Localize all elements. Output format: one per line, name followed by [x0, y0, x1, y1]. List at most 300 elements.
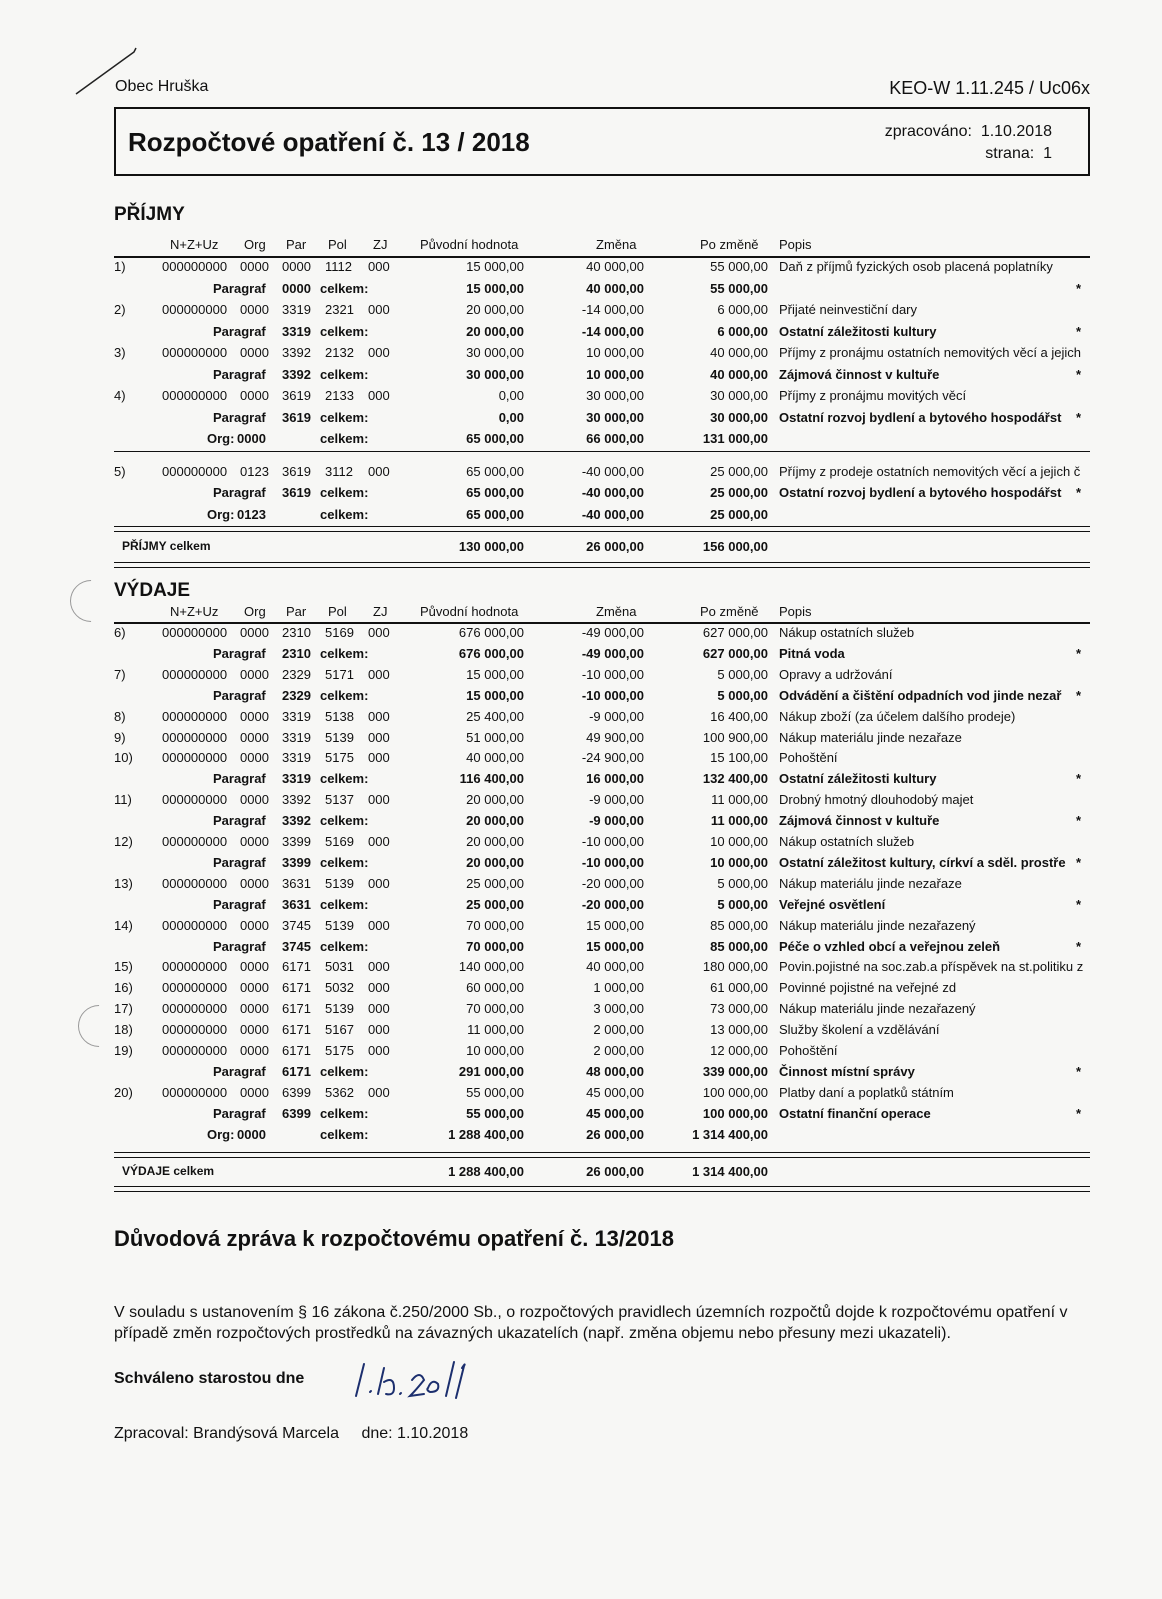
cell-description: Povin.pojistné na soc.zab.a příspěvek na st.politiku z	[779, 959, 1084, 975]
cell-description: Ostatní rozvoj bydlení a bytového hospodářst	[779, 409, 1062, 425]
subtotal-code: 6171	[282, 1063, 311, 1079]
cell-original-value: 1 288 400,00	[448, 1126, 524, 1142]
cell-original-value: 20 000,00	[466, 792, 524, 808]
cell-change: 15 000,00	[586, 917, 644, 933]
cell-org: 0123	[240, 463, 269, 479]
justification-heading: Důvodová zpráva k rozpočtovému opatření č. 13/2018	[114, 1226, 674, 1251]
cell-original-value: 20 000,00	[466, 813, 524, 829]
cell-original-value: 65 000,00	[466, 506, 524, 522]
asterisk-marker: *	[1076, 366, 1082, 382]
cell-pol: 5175	[325, 1043, 354, 1058]
asterisk-marker: *	[1076, 1105, 1082, 1121]
cell-change: -49 000,00	[581, 625, 644, 640]
table-row	[0, 977, 1162, 999]
cell-new-value: 25 000,00	[710, 485, 768, 500]
subtotal-label: Paragraf	[213, 813, 266, 829]
col-orig: Původní hodnota	[420, 604, 519, 619]
col-new: Po změně	[700, 237, 759, 252]
cell-nzu: 000000000	[162, 792, 228, 808]
cell-nzu: 000000000	[162, 302, 228, 317]
row-number: 5)	[114, 463, 126, 479]
cell-original-value: 70 000,00	[466, 938, 524, 954]
row-number: 15)	[114, 959, 133, 975]
subtotal-code: 3619	[282, 409, 311, 425]
col-par: Par	[286, 604, 307, 619]
cell-change: 30 000,00	[586, 388, 644, 403]
subtotal-label: Paragraf	[213, 896, 266, 912]
col-pol: Pol	[328, 237, 347, 252]
cell-change: -9 000,00	[589, 708, 644, 724]
software-code: KEO-W 1.11.245 / Uc06x	[889, 78, 1090, 98]
cell-nzu: 000000000	[162, 259, 228, 274]
cell-nzu: 000000000	[162, 463, 228, 479]
table-row	[0, 664, 1162, 686]
table-row	[0, 1019, 1162, 1041]
cell-par: 6399	[282, 1084, 311, 1100]
asterisk-marker: *	[1076, 813, 1082, 829]
cell-pol: 5137	[325, 792, 354, 808]
org-suffix: celkem:	[320, 1126, 369, 1142]
cell-description: Nákup materiálu jinde nezařaze	[779, 875, 962, 891]
asterisk-marker: *	[1076, 938, 1082, 954]
cell-description: Veřejné osvětlení	[779, 896, 886, 912]
cell-change: 2 000,00	[593, 1022, 644, 1038]
income-total-row	[0, 536, 1162, 558]
table-row	[0, 789, 1162, 811]
subtotal-code: 3392	[282, 366, 311, 382]
cell-description: Zájmová činnost v kultuře	[779, 813, 940, 829]
cell-par: 3319	[282, 302, 311, 317]
cell-original-value: 70 000,00	[466, 917, 524, 933]
table-row	[0, 461, 1162, 483]
org-label: Org:	[207, 1126, 235, 1142]
row-number: 8)	[114, 708, 126, 724]
row-number: 19)	[114, 1043, 133, 1058]
cell-zj: 000	[368, 959, 390, 975]
cell-change: 40 000,00	[586, 280, 644, 296]
cell-original-value: 676 000,00	[458, 625, 524, 640]
cell-original-value: 60 000,00	[466, 980, 524, 996]
cell-original-value: 65 000,00	[466, 463, 524, 479]
cell-change: 2 000,00	[593, 1043, 644, 1058]
cell-zj: 000	[368, 1043, 390, 1058]
cell-pol: 5138	[325, 708, 354, 724]
cell-org: 0000	[240, 666, 269, 682]
cell-description: Ostatní záležitost kultury, církví a sděl. prostře	[779, 854, 1066, 870]
cell-change: 40 000,00	[586, 959, 644, 975]
cell-change: 66 000,00	[586, 431, 644, 446]
cell-pol: 5139	[325, 875, 354, 891]
cell-new-value: 40 000,00	[710, 345, 768, 360]
paragraph-subtotal-row	[0, 936, 1162, 958]
col-pol: Pol	[328, 604, 347, 619]
row-number: 4)	[114, 388, 126, 403]
cell-nzu: 000000000	[162, 1043, 228, 1058]
page-number: 1	[1043, 145, 1052, 162]
cell-new-value: 100 000,00	[702, 1084, 768, 1100]
paragraph-subtotal-row	[0, 482, 1162, 504]
subtotal-code: 0000	[282, 280, 311, 296]
cell-original-value: 0,00	[498, 409, 524, 425]
asterisk-marker: *	[1076, 485, 1082, 500]
table-row	[0, 299, 1162, 321]
expenses-total-rule-top	[114, 1152, 1090, 1153]
income-column-header	[0, 234, 1162, 256]
subtotal-suffix: celkem:	[320, 771, 369, 787]
cell-new-value: 5 000,00	[717, 896, 768, 912]
subtotal-suffix: celkem:	[320, 409, 369, 425]
cell-nzu: 000000000	[162, 1022, 228, 1038]
col-zj: ZJ	[373, 604, 388, 619]
table-row	[0, 915, 1162, 937]
cell-change: -49 000,00	[581, 645, 644, 661]
subtotal-suffix: celkem:	[320, 687, 369, 703]
cell-new-value: 85 000,00	[710, 917, 768, 933]
cell-change: 48 000,00	[586, 1063, 644, 1079]
income-total-label: PŘÍJMY celkem	[122, 539, 211, 553]
cell-description: Přijaté neinvestiční dary	[779, 302, 918, 317]
cell-pol: 5171	[325, 666, 354, 682]
paragraph-subtotal-row	[0, 643, 1162, 665]
processed-date: 1.10.2018	[980, 123, 1052, 140]
org-label: Org:	[207, 431, 235, 446]
expenses-total-row	[0, 1161, 1162, 1183]
cell-pol: 5362	[325, 1084, 354, 1100]
cell-nzu: 000000000	[162, 388, 228, 403]
cell-description: Služby školení a vzdělávání	[779, 1022, 940, 1038]
asterisk-marker: *	[1076, 1063, 1082, 1079]
cell-zj: 000	[368, 259, 390, 274]
cell-original-value: 10 000,00	[466, 1043, 524, 1058]
subtotal-suffix: celkem:	[320, 813, 369, 829]
processed-label: zpracováno:	[884, 123, 972, 140]
table-row	[0, 342, 1162, 364]
cell-change: -9 000,00	[589, 813, 644, 829]
cell-org: 0000	[240, 750, 269, 766]
table-row	[0, 1082, 1162, 1104]
cell-new-value: 1 314 400,00	[692, 1126, 768, 1142]
cell-change: 30 000,00	[586, 409, 644, 425]
cell-description: Pohoštění	[779, 750, 838, 766]
org-suffix: celkem:	[320, 431, 369, 446]
cell-description: Ostatní záležitosti kultury	[779, 323, 937, 339]
paragraph-subtotal-row	[0, 852, 1162, 874]
paragraph-subtotal-row	[0, 768, 1162, 790]
cell-pol: 2321	[325, 302, 354, 317]
row-number: 11)	[114, 792, 132, 808]
cell-description: Příjmy z prodeje ostatních nemovitých věcí a jejich č	[779, 463, 1081, 479]
paragraph-subtotal-row	[0, 364, 1162, 386]
paragraph-subtotal-row	[0, 894, 1162, 916]
subtotal-label: Paragraf	[213, 366, 266, 382]
income-total-rule-top	[114, 526, 1090, 527]
expenses-total-new: 1 314 400,00	[692, 1164, 768, 1179]
cell-new-value: 40 000,00	[710, 366, 768, 382]
col-desc: Popis	[779, 237, 812, 252]
col-chg: Změna	[596, 237, 637, 252]
cell-zj: 000	[368, 834, 390, 849]
cell-new-value: 30 000,00	[710, 388, 768, 403]
subtotal-code: 2310	[282, 645, 311, 661]
col-nzu: N+Z+Uz	[170, 237, 219, 252]
asterisk-marker: *	[1076, 896, 1082, 912]
cell-change: 1 000,00	[593, 980, 644, 996]
table-row	[0, 747, 1162, 769]
cell-new-value: 6 000,00	[717, 302, 768, 317]
cell-zj: 000	[368, 708, 390, 724]
row-number: 16)	[114, 980, 133, 996]
org-subtotal-row	[0, 1124, 1162, 1146]
cell-original-value: 40 000,00	[466, 750, 524, 766]
asterisk-marker: *	[1076, 771, 1082, 787]
subtotal-label: Paragraf	[213, 323, 266, 339]
expenses-total-rule-top2	[114, 1157, 1090, 1158]
subtotal-suffix: celkem:	[320, 280, 369, 296]
cell-change: -40 000,00	[581, 506, 644, 522]
cell-change: -24 900,00	[581, 750, 644, 766]
processed-line	[885, 121, 1052, 143]
cell-change: -14 000,00	[581, 323, 644, 339]
subtotal-label: Paragraf	[213, 645, 266, 661]
cell-org: 0000	[240, 1043, 269, 1058]
cell-new-value: 85 000,00	[710, 938, 768, 954]
cell-description: Opravy a udržování	[779, 666, 893, 682]
paragraph-subtotal-row	[0, 278, 1162, 300]
cell-description: Nákup zboží (za účelem dalšího prodeje)	[779, 708, 1016, 724]
cell-new-value: 55 000,00	[710, 259, 768, 274]
cell-change: -10 000,00	[581, 834, 644, 849]
income-total-new: 156 000,00	[702, 539, 768, 554]
org-subtotal-row	[0, 504, 1162, 526]
cell-original-value: 15 000,00	[466, 687, 524, 703]
cell-zj: 000	[368, 625, 390, 640]
cell-zj: 000	[368, 750, 390, 766]
cell-original-value: 30 000,00	[466, 366, 524, 382]
cell-original-value: 20 000,00	[466, 834, 524, 849]
asterisk-marker: *	[1076, 854, 1082, 870]
cell-description: Ostatní finanční operace	[779, 1105, 931, 1121]
row-number: 18)	[114, 1022, 133, 1038]
cell-change: -40 000,00	[581, 463, 644, 479]
cell-new-value: 100 900,00	[702, 729, 768, 745]
title-meta	[885, 121, 1052, 165]
cell-new-value: 5 000,00	[717, 666, 768, 682]
cell-original-value: 65 000,00	[466, 431, 524, 446]
cell-nzu: 000000000	[162, 750, 228, 766]
cell-change: 45 000,00	[586, 1084, 644, 1100]
table-row	[0, 706, 1162, 728]
cell-new-value: 5 000,00	[717, 875, 768, 891]
cell-original-value: 65 000,00	[466, 485, 524, 500]
cell-par: 6171	[282, 1022, 311, 1038]
cell-change: 49 900,00	[586, 729, 644, 745]
cell-zj: 000	[368, 1084, 390, 1100]
cell-new-value: 627 000,00	[702, 645, 768, 661]
cell-par: 3619	[282, 463, 311, 479]
cell-new-value: 73 000,00	[710, 1001, 768, 1017]
municipality-name: Obec Hruška	[115, 78, 209, 95]
asterisk-marker: *	[1076, 687, 1082, 703]
cell-change: 26 000,00	[586, 1126, 644, 1142]
cell-original-value: 676 000,00	[458, 645, 524, 661]
income-total-rule-bottom2	[114, 567, 1090, 568]
cell-org: 0000	[240, 1001, 269, 1017]
cell-description: Daň z příjmů fyzických osob placená poplatníky	[779, 259, 1053, 274]
date-label: dne:	[361, 1425, 393, 1442]
cell-org: 0000	[240, 1022, 269, 1038]
cell-new-value: 11 000,00	[711, 792, 768, 808]
cell-par: 6171	[282, 959, 311, 975]
subtotal-code: 3319	[282, 771, 311, 787]
cell-new-value: 339 000,00	[702, 1063, 768, 1079]
cell-pol: 1112	[325, 259, 352, 274]
processed-by-label: Zpracoval:	[114, 1425, 189, 1442]
col-org: Org	[244, 237, 266, 252]
cell-change: -20 000,00	[581, 875, 644, 891]
cell-new-value: 627 000,00	[702, 625, 768, 640]
cell-par: 3319	[282, 750, 311, 766]
handwritten-signature-date	[350, 1358, 470, 1408]
cell-org: 0000	[240, 625, 269, 640]
cell-original-value: 51 000,00	[466, 729, 524, 745]
cell-original-value: 0,00	[498, 388, 524, 403]
cell-description: Péče o vzhled obcí a veřejnou zeleň	[779, 938, 1001, 954]
cell-description: Platby daní a poplatků státním	[779, 1084, 954, 1100]
table-row	[0, 998, 1162, 1020]
approved-label: Schváleno starostou dne	[114, 1370, 305, 1387]
subtotal-suffix: celkem:	[320, 485, 369, 500]
table-row	[0, 727, 1162, 749]
income-total-orig: 130 000,00	[458, 539, 524, 554]
cell-description: Pitná voda	[779, 645, 845, 661]
cell-change: 15 000,00	[586, 938, 644, 954]
expenses-heading: VÝDAJE	[114, 580, 191, 601]
cell-nzu: 000000000	[162, 917, 228, 933]
cell-description: Pohoštění	[779, 1043, 838, 1058]
cell-nzu: 000000000	[162, 345, 228, 360]
cell-description: Nákup materiálu jinde nezařazený	[779, 917, 976, 933]
page-label: strana:	[985, 145, 1035, 162]
cell-zj: 000	[368, 875, 390, 891]
cell-original-value: 15 000,00	[466, 280, 524, 296]
cell-original-value: 55 000,00	[466, 1105, 524, 1121]
cell-zj: 000	[368, 917, 390, 933]
cell-new-value: 12 000,00	[710, 1043, 768, 1058]
subtotal-label: Paragraf	[213, 1105, 266, 1121]
cell-new-value: 100 000,00	[702, 1105, 768, 1121]
cell-par: 3319	[282, 708, 311, 724]
col-new: Po změně	[700, 604, 759, 619]
processed-date-bottom: 1.10.2018	[397, 1425, 469, 1442]
subtotal-code: 3631	[282, 896, 311, 912]
row-number: 2)	[114, 302, 126, 317]
expenses-total-label: VÝDAJE celkem	[122, 1164, 215, 1178]
cell-zj: 000	[368, 1022, 390, 1038]
cell-pol: 5139	[325, 1001, 354, 1017]
cell-zj: 000	[368, 980, 390, 996]
subtotal-suffix: celkem:	[320, 323, 369, 339]
cell-org: 0000	[240, 708, 269, 724]
org-code: 0000	[237, 431, 266, 446]
cell-zj: 000	[368, 666, 390, 682]
subtotal-label: Paragraf	[213, 938, 266, 954]
expenses-total-rule-bottom	[114, 1186, 1090, 1187]
col-zj: ZJ	[373, 237, 388, 252]
cell-org: 0000	[240, 917, 269, 933]
cell-org: 0000	[240, 834, 269, 849]
cell-original-value: 11 000,00	[467, 1022, 524, 1038]
cell-description: Zájmová činnost v kultuře	[779, 366, 940, 382]
cell-new-value: 61 000,00	[710, 980, 768, 996]
cell-pol: 5032	[325, 980, 354, 996]
cell-zj: 000	[368, 463, 390, 479]
cell-new-value: 15 100,00	[710, 750, 768, 766]
cell-nzu: 000000000	[162, 666, 228, 682]
cell-zj: 000	[368, 792, 390, 808]
cell-original-value: 25 400,00	[466, 708, 524, 724]
subtotal-suffix: celkem:	[320, 854, 369, 870]
income-total-rule-top2	[114, 531, 1090, 532]
cell-par: 3319	[282, 729, 311, 745]
subtotal-code: 6399	[282, 1105, 311, 1121]
subtotal-label: Paragraf	[213, 1063, 266, 1079]
cell-description: Odvádění a čištění odpadních vod jinde nezař	[779, 687, 1062, 703]
cell-org: 0000	[240, 302, 269, 317]
cell-nzu: 000000000	[162, 708, 228, 724]
cell-description: Nákup ostatních služeb	[779, 625, 915, 640]
cell-pol: 5169	[325, 834, 354, 849]
cell-change: 40 000,00	[586, 259, 644, 274]
cell-pol: 2132	[325, 345, 354, 360]
cell-original-value: 20 000,00	[466, 323, 524, 339]
subtotal-label: Paragraf	[213, 771, 266, 787]
cell-par: 3399	[282, 834, 311, 849]
cell-org: 0000	[240, 959, 269, 975]
cell-zj: 000	[368, 729, 390, 745]
justification-text: V souladu s ustanovením § 16 zákona č.250/2000 Sb., o rozpočtových pravidlech územních rozpočtů dojde k rozpočtovému opatření v případě změn rozpočtových prostředků na závazných ukazatelích (např. změna objemu nebo přesuny mezi ukazateli).	[114, 1304, 1068, 1342]
subtotal-label: Paragraf	[213, 409, 266, 425]
paragraph-subtotal-row	[0, 321, 1162, 343]
cell-description: Povinné pojistné na veřejné zd	[779, 980, 957, 996]
asterisk-marker: *	[1076, 645, 1082, 661]
paragraph-subtotal-row	[0, 685, 1162, 707]
table-row	[0, 256, 1162, 278]
col-par: Par	[286, 237, 307, 252]
expenses-total-chg: 26 000,00	[586, 1164, 644, 1179]
cell-par: 2329	[282, 666, 311, 682]
document-title: Rozpočtové opatření č. 13 / 2018	[128, 127, 530, 157]
cell-original-value: 116 400,00	[459, 771, 524, 787]
table-row	[0, 385, 1162, 407]
subtotal-code: 3392	[282, 813, 311, 829]
row-number: 6)	[114, 625, 126, 640]
table-row	[0, 622, 1162, 644]
cell-zj: 000	[368, 345, 390, 360]
row-number: 12)	[114, 834, 133, 849]
cell-original-value: 15 000,00	[466, 666, 524, 682]
cell-pol: 5167	[325, 1022, 354, 1038]
cell-description: Ostatní rozvoj bydlení a bytového hospodářst	[779, 485, 1062, 500]
processed-by-name: Brandýsová Marcela	[193, 1425, 339, 1442]
org-code: 0123	[237, 506, 266, 522]
cell-new-value: 30 000,00	[710, 409, 768, 425]
page-line	[885, 143, 1052, 165]
expenses-total-orig: 1 288 400,00	[448, 1164, 524, 1179]
subtotal-suffix: celkem:	[320, 938, 369, 954]
cell-original-value: 20 000,00	[466, 302, 524, 317]
income-org-rule	[114, 451, 1090, 452]
subtotal-suffix: celkem:	[320, 645, 369, 661]
